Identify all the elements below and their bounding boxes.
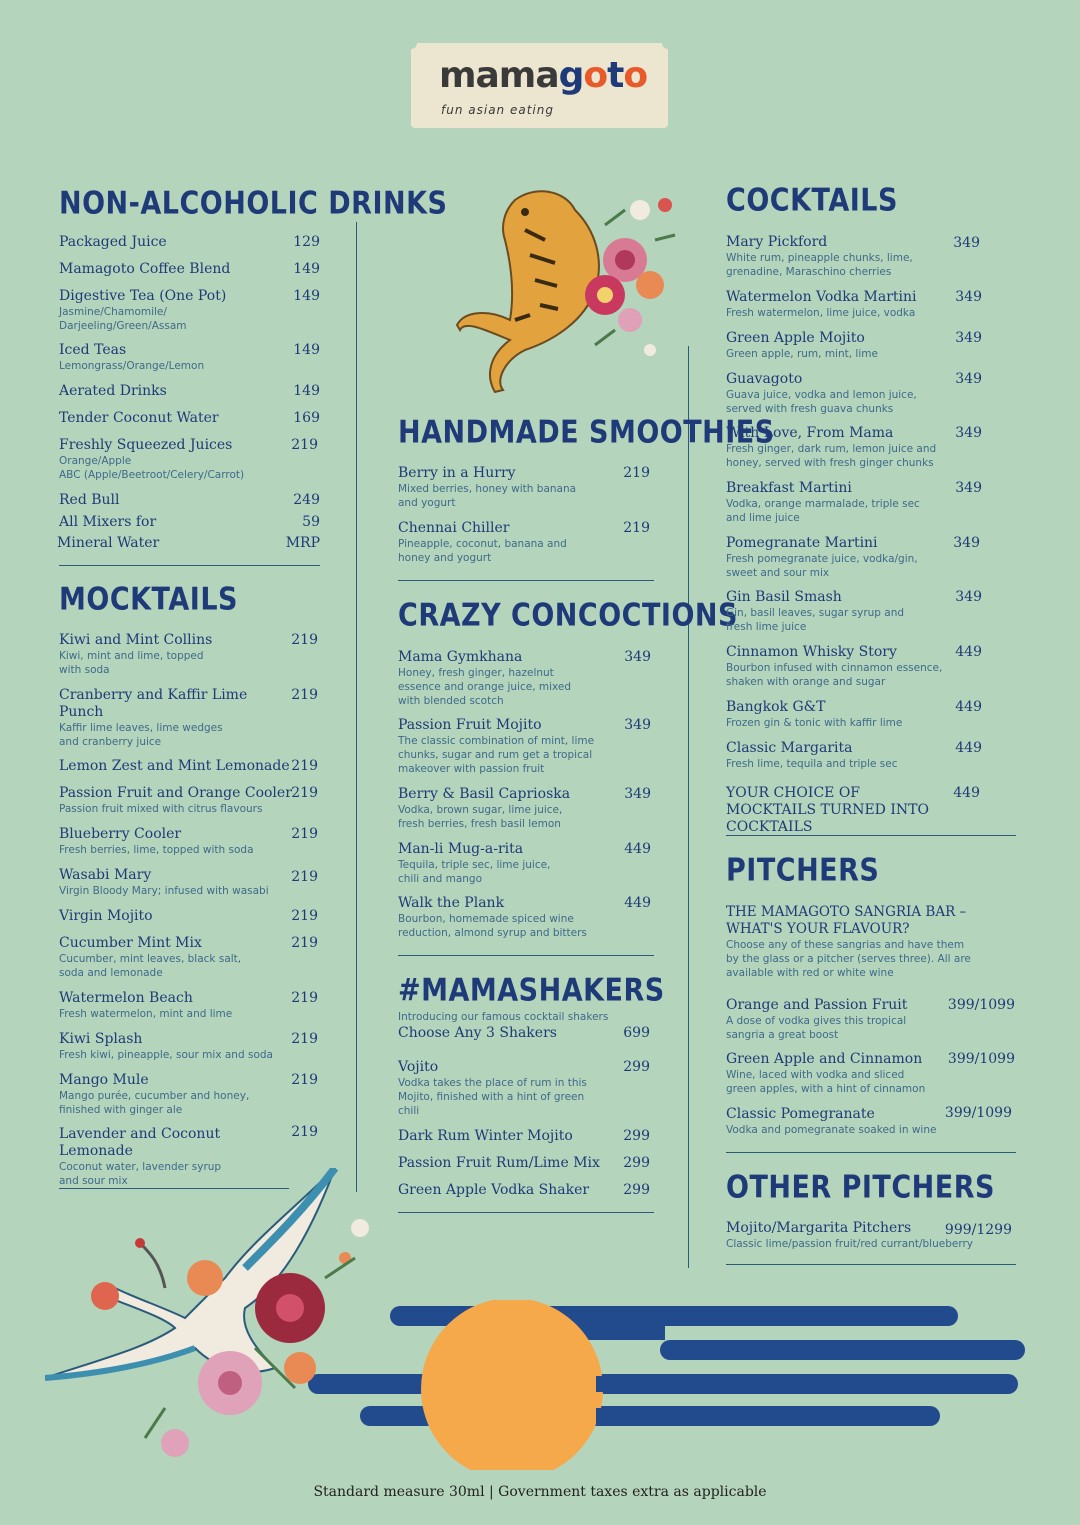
menu-item-price: 449 — [955, 740, 982, 756]
section-title-cocktails: COCKTAILS — [726, 183, 898, 219]
section-title-other-pitchers: OTHER PITCHERS — [726, 1170, 995, 1206]
menu-item-price: 349 — [955, 425, 982, 441]
menu-item: Mojito/Margarita Pitchers Classic lime/passion fruit/red currant/blueberry — [726, 1220, 973, 1250]
menu-item: Packaged Juice — [59, 234, 167, 250]
menu-item: Cucumber Mint Mix Cucumber, mint leaves, black salt, soda and lemonade — [59, 935, 242, 979]
menu-item: Dark Rum Winter Mojito — [398, 1128, 573, 1144]
menu-item-price: 999/1299 — [944, 1222, 1012, 1238]
menu-item: Passion Fruit Mojito The classic combination of mint, lime chunks, sugar and rum get a tropical makeover with passion fruit — [398, 717, 595, 775]
menu-item: Tender Coconut Water — [59, 410, 219, 426]
menu-item-price: 169 — [293, 410, 320, 426]
menu-item-price: 59 — [302, 514, 320, 530]
menu-item-price: 349 — [955, 480, 982, 496]
menu-item: Classic Pomegranate Vodka and pomegranate soaked in wine — [726, 1106, 937, 1136]
menu-item: Vojito Vodka takes the place of rum in this Mojito, finished with a hint of green chili — [398, 1059, 587, 1117]
menu-item-price: 219 — [291, 935, 318, 951]
section-title-mocktails: MOCKTAILS — [59, 582, 238, 618]
menu-item: Gin Basil Smash Gin, basil leaves, sugar syrup and fresh lime juice — [726, 589, 905, 633]
menu-item: Passion Fruit Rum/Lime Mix — [398, 1155, 600, 1171]
section-divider — [398, 580, 654, 581]
menu-item: Mamagoto Coffee Blend — [59, 261, 231, 277]
menu-item-price: 129 — [293, 234, 320, 250]
menu-item: Mary Pickford White rum, pineapple chunks, lime, grenadine, Maraschino cherries — [726, 234, 913, 278]
menu-item: Lavender and Coconut Lemonade Coconut water, lavender syrup and sour mix — [59, 1126, 222, 1187]
menu-item-price: 299 — [623, 1155, 650, 1171]
menu-item-price: 349 — [624, 786, 651, 802]
menu-item: Breakfast Martini Vodka, orange marmalade, triple sec and lime juice — [726, 480, 920, 524]
sangria-bar-description: Choose any of these sangrias and have them by the glass or a pitcher (serves three). All are available with red or white wine — [726, 939, 971, 979]
menu-item-price: 449 — [955, 644, 982, 660]
brand-name: mamagoto — [439, 55, 648, 96]
menu-item: YOUR CHOICE OF MOCKTAILS TURNED INTO COCKTAILS — [726, 785, 929, 835]
menu-item: Lemon Zest and Mint Lemonade — [59, 758, 290, 774]
menu-item: Berry & Basil Caprioska Vodka, brown sugar, lime juice, fresh berries, fresh basil lemon — [398, 786, 571, 830]
menu-item-price: 399/1099 — [944, 1105, 1012, 1121]
menu-item: Kiwi Splash Fresh kiwi, pineapple, sour mix and soda — [59, 1031, 273, 1061]
menu-item: Red Bull — [59, 492, 120, 508]
menu-item-price: 149 — [293, 342, 320, 358]
menu-item-price: 449 — [624, 841, 651, 857]
brand-logo — [411, 43, 668, 128]
menu-item-price: 399/1099 — [947, 997, 1015, 1013]
section-title-smoothies: HANDMADE SMOOTHIES — [398, 415, 775, 451]
menu-item: Watermelon Vodka Martini Fresh watermelon, lime juice, vodka — [726, 289, 917, 319]
section-divider — [398, 1212, 654, 1213]
menu-item-price: 399/1099 — [947, 1051, 1015, 1067]
menu-item: Aerated Drinks — [59, 383, 167, 399]
menu-item-price: 449 — [953, 785, 980, 801]
menu-item: Blueberry Cooler Fresh berries, lime, topped with soda — [59, 826, 254, 856]
menu-item-price: 349 — [955, 371, 982, 387]
brand-tagline: fun asian eating — [441, 103, 554, 117]
menu-item-price: 449 — [624, 895, 651, 911]
section-title-concoctions: CRAZY CONCOCTIONS — [398, 598, 738, 634]
footer-note: Standard measure 30ml | Government taxes extra as applicable — [313, 1484, 767, 1500]
menu-item: Man-li Mug-a-rita Tequila, triple sec, lime juice, chili and mango — [398, 841, 551, 885]
menu-item-price: 349 — [955, 330, 982, 346]
menu-item-price: 219 — [291, 758, 318, 774]
menu-item-price: MRP — [285, 535, 320, 551]
menu-item: Freshly Squeezed Juices Orange/Apple ABC (Apple/Beetroot/Celery/Carrot) — [59, 437, 245, 481]
menu-item: Wasabi Mary Virgin Bloody Mary; infused with wasabi — [59, 867, 269, 897]
menu-item-price: 349 — [955, 289, 982, 305]
sun-and-waves-illustration — [290, 1300, 1040, 1470]
menu-item-price: 219 — [291, 990, 318, 1006]
menu-item: Passion Fruit and Orange Cooler Passion fruit mixed with citrus flavours — [59, 785, 292, 815]
menu-item-price: 299 — [623, 1182, 650, 1198]
section-divider — [726, 1152, 1016, 1153]
menu-item: Kiwi and Mint Collins Kiwi, mint and lime, topped with soda — [59, 632, 213, 676]
menu-item: Green Apple Vodka Shaker — [398, 1182, 590, 1198]
menu-item-price: 219 — [291, 1072, 318, 1088]
column-divider-left — [356, 222, 357, 1192]
menu-item: Cranberry and Kaffir Lime Punch Kaffir lime leaves, lime wedges and cranberry juice — [59, 687, 248, 748]
menu-item: Cinnamon Whisky Story Bourbon infused with cinnamon essence, shaken with orange and sugar — [726, 644, 943, 688]
sangria-bar-intro — [726, 904, 1021, 980]
menu-item: Walk the Plank Bourbon, homemade spiced wine reduction, almond syrup and bitters — [398, 895, 587, 939]
menu-item: Mango Mule Mango purée, cucumber and honey, finished with ginger ale — [59, 1072, 250, 1116]
section-divider — [398, 955, 654, 956]
menu-item: All Mixers for — [59, 514, 157, 530]
menu-item: Guavagoto Guava juice, vodka and lemon juice, served with fresh guava chunks — [726, 371, 917, 415]
section-title-non-alcoholic: NON-ALCOHOLIC DRINKS — [59, 186, 448, 222]
menu-item: Green Apple Mojito Green apple, rum, mint, lime — [726, 330, 878, 360]
section-divider — [59, 565, 320, 566]
menu-item: Orange and Passion Fruit A dose of vodka gives this tropical sangria a great boost — [726, 997, 908, 1041]
menu-item-price: 219 — [291, 1031, 318, 1047]
menu-item-price: 249 — [293, 492, 320, 508]
menu-item: Watermelon Beach Fresh watermelon, mint and lime — [59, 990, 233, 1020]
menu-item-price: 219 — [623, 465, 650, 481]
tiger-illustration — [455, 170, 695, 395]
menu-item-price: 349 — [953, 535, 980, 551]
menu-item-price: 349 — [624, 649, 651, 665]
menu-item: Mineral Water — [57, 535, 160, 551]
flower-cluster — [585, 198, 675, 356]
menu-item: Iced Teas Lemongrass/Orange/Lemon — [59, 342, 205, 372]
menu-item-price: 219 — [291, 632, 318, 648]
menu-item: Mama Gymkhana Honey, fresh ginger, hazelnut essence and orange juice, mixed with blended scotch — [398, 649, 572, 707]
menu-item: Choose Any 3 Shakers — [398, 1025, 557, 1041]
sangria-bar-title: THE MAMAGOTO SANGRIA BAR – WHAT'S YOUR FLAVOUR? — [726, 904, 967, 937]
menu-item-price: 349 — [624, 717, 651, 733]
section-divider — [726, 1264, 1016, 1265]
menu-item: Virgin Mojito — [59, 908, 153, 924]
section-title-pitchers: PITCHERS — [726, 853, 880, 889]
column-divider-right — [688, 346, 689, 1268]
menu-item-price: 149 — [293, 261, 320, 277]
menu-item: Chennai Chiller Pineapple, coconut, banana and honey and yogurt — [398, 520, 567, 564]
menu-item: Berry in a Hurry Mixed berries, honey with banana and yogurt — [398, 465, 577, 509]
menu-item-price: 219 — [291, 1124, 318, 1140]
menu-item-price: 299 — [623, 1059, 650, 1075]
menu-item: Bangkok G&T Frozen gin & tonic with kaffir lime — [726, 699, 903, 729]
menu-item: Green Apple and Cinnamon Wine, laced with vodka and sliced green apples, with a hint of cinnamon — [726, 1051, 926, 1095]
menu-item-price: 699 — [623, 1025, 650, 1041]
menu-item: Pomegranate Martini Fresh pomegranate juice, vodka/gin, sweet and sour mix — [726, 535, 918, 579]
menu-item-price: 219 — [291, 826, 318, 842]
menu-item-price: 449 — [955, 699, 982, 715]
menu-item: Classic Margarita Fresh lime, tequila and triple sec — [726, 740, 898, 770]
menu-item-price: 219 — [291, 785, 318, 801]
section-divider — [726, 835, 1016, 836]
menu-item-price: 219 — [623, 520, 650, 536]
menu-item: Digestive Tea (One Pot) Jasmine/Chamomile/ Darjeeling/Green/Assam — [59, 288, 227, 332]
menu-item-price: 149 — [293, 383, 320, 399]
menu-item-price: 349 — [953, 235, 980, 251]
menu-item-price: 149 — [293, 288, 320, 304]
shakers-intro: Introducing our famous cocktail shakers — [398, 1011, 609, 1023]
menu-item-price: 219 — [291, 908, 318, 924]
menu-item-price: 219 — [291, 687, 318, 703]
section-title-shakers: #MAMASHAKERS — [398, 973, 665, 1009]
menu-item: With Love, From Mama Fresh ginger, dark rum, lemon juice and honey, served with fresh ginger chunks — [726, 425, 937, 469]
menu-item-price: 219 — [291, 869, 318, 885]
menu-item-price: 299 — [623, 1128, 650, 1144]
menu-item-price: 349 — [955, 589, 982, 605]
crane-and-flowers-illustration — [45, 1168, 395, 1478]
menu-item-price: 219 — [291, 437, 318, 453]
